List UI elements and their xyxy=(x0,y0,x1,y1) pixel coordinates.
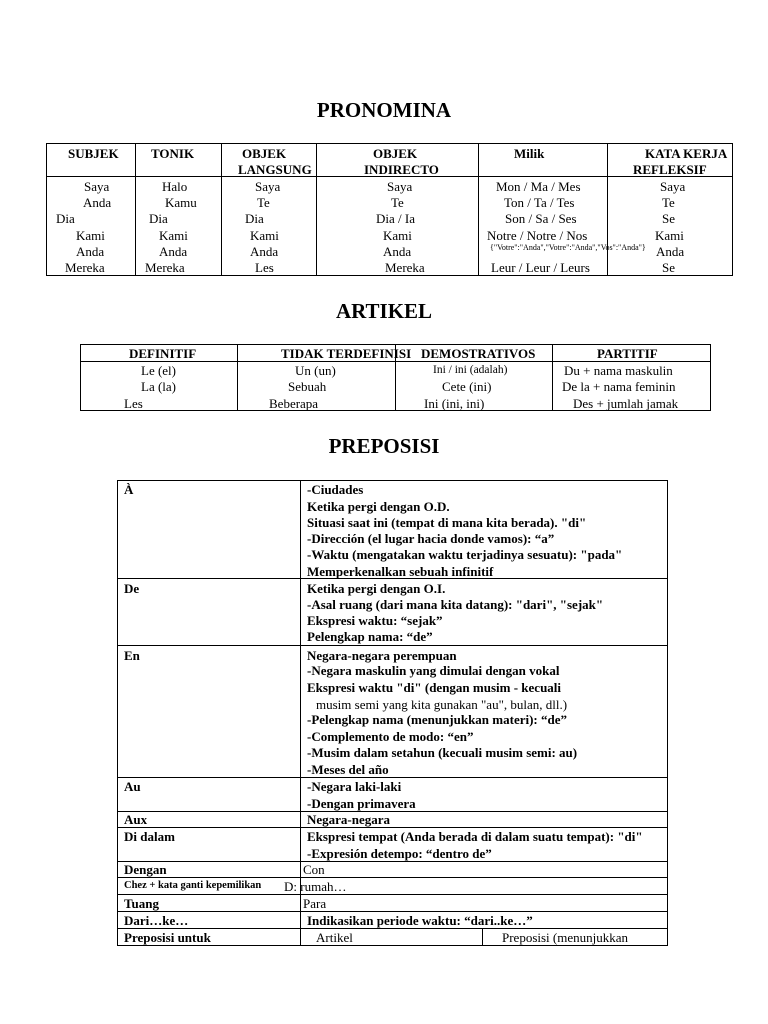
prep-line: -Musim dalam setahun (kecuali musim semi: au) xyxy=(307,745,578,760)
pronomina-cell: Dia / Ia xyxy=(376,211,415,226)
pronomina-cell: Kami xyxy=(655,228,684,243)
prep-line: Memperkenalkan sebuah infinitif xyxy=(307,564,494,579)
pronomina-header-objek-indirecto-2: INDIRECTO xyxy=(364,162,439,177)
pronomina-cell: Dia xyxy=(149,211,168,226)
pronomina-header-tonik: TONIK xyxy=(151,146,195,161)
pronomina-cell: Te xyxy=(391,195,404,210)
pronomina-cell: Kami xyxy=(250,228,279,243)
prep-line: Negara-negara perempuan xyxy=(307,648,457,663)
pronomina-cell: Son / Sa / Ses xyxy=(505,211,577,226)
artikel-cell: Cete (ini) xyxy=(442,379,492,394)
artikel-header-definitif: DEFINITIF xyxy=(129,346,197,361)
prep-label-en: En xyxy=(124,648,140,663)
prep-line: musim semi yang kita gunakan "au", bulan, dll.) xyxy=(316,697,568,712)
artikel-cell: Ini / ini (adalah) xyxy=(433,364,508,376)
prep-label-dengan: Dengan xyxy=(124,862,167,877)
prep-line: Con xyxy=(303,862,325,877)
artikel-cell: Des + jumlah jamak xyxy=(573,396,679,411)
pronomina-cell: Notre / Notre / Nos xyxy=(487,228,588,243)
pronomina-header-subjek: SUBJEK xyxy=(68,146,119,161)
prep-line: Ekspresi waktu "di" (dengan musim - kecuali xyxy=(307,680,562,695)
artikel-cell: Du + nama maskulin xyxy=(564,363,673,378)
pronomina-cell: Anda xyxy=(76,244,105,259)
prep-line: Para xyxy=(303,896,327,911)
pronomina-header-kata-kerja-2: REFLEKSIF xyxy=(633,162,707,177)
prep-line: Ketika pergi dengan O.I. xyxy=(307,581,446,596)
pronomina-cell: Saya xyxy=(387,179,413,194)
prep-label-de: De xyxy=(124,581,140,596)
prep-line: Negara-negara xyxy=(307,812,391,827)
pronomina-cell: Dia xyxy=(56,211,75,226)
pronomina-cell: Les xyxy=(255,260,274,275)
pronomina-cell: Te xyxy=(257,195,270,210)
pronomina-cell: Anda xyxy=(83,195,112,210)
pronomina-cell: Kami xyxy=(383,228,412,243)
prep-line: Preposisi (menunjukkan xyxy=(502,930,629,945)
prep-line: Ekspresi tempat (Anda berada di dalam suatu tempat): "di" xyxy=(307,829,643,844)
pronomina-header-objek-langsung-2: LANGSUNG xyxy=(238,162,312,177)
prep-line: D: rumah… xyxy=(284,879,347,894)
pronomina-cell: Kami xyxy=(76,228,105,243)
prep-label-a: À xyxy=(124,482,134,497)
pronomina-cell: Mereka xyxy=(145,260,185,275)
pronomina-cell: Anda xyxy=(656,244,685,259)
artikel-cell: De la + nama feminin xyxy=(562,379,676,394)
pronomina-header-kata-kerja-1: KATA KERJA xyxy=(645,146,728,161)
pronomina-header-objek-langsung-1: OBJEK xyxy=(242,146,287,161)
prep-label-au: Au xyxy=(124,779,141,794)
artikel-header-demostrativos: DEMOSTRATIVOS xyxy=(421,346,536,361)
prep-line: Ketika pergi dengan O.D. xyxy=(307,499,450,514)
pronomina-cell: Halo xyxy=(162,179,188,194)
pronomina-cell: Se xyxy=(662,260,675,275)
pronomina-cell: Mereka xyxy=(385,260,425,275)
pronomina-cell: Te xyxy=(662,195,675,210)
pronomina-cell: Anda xyxy=(383,244,412,259)
prep-line: -Expresión detempo: “dentro de” xyxy=(307,846,492,861)
pronomina-cell: Anda xyxy=(250,244,279,259)
prep-line: -Asal ruang (dari mana kita datang): "dari", "sejak" xyxy=(307,597,604,612)
prep-label-di-dalam: Di dalam xyxy=(124,829,175,844)
pronomina-cell: Mereka xyxy=(65,260,105,275)
prep-line: -Complemento de modo: “en” xyxy=(307,729,474,744)
pronomina-cell: Saya xyxy=(84,179,110,194)
pronomina-cell: {"Votre":"Anda","Votre":"Anda","Vos":"Anda"} xyxy=(490,243,646,252)
prep-line: -Dengan primavera xyxy=(307,796,416,811)
pronomina-cell: Anda xyxy=(159,244,188,259)
prep-line: Pelengkap nama: “de” xyxy=(307,629,433,644)
prep-line: Indikasikan periode waktu: “dari..ke…” xyxy=(307,913,533,928)
pronomina-cell: Se xyxy=(662,211,675,226)
artikel-title: ARTIKEL xyxy=(335,299,433,323)
pronomina-cell: Saya xyxy=(660,179,686,194)
prep-line: Ekspresi waktu: “sejak” xyxy=(307,613,443,628)
preposisi-title: PREPOSISI xyxy=(328,434,440,458)
pronomina-cell: Saya xyxy=(255,179,281,194)
prep-line: -Waktu (mengatakan waktu terjadinya sesuatu): "pada" xyxy=(307,547,623,562)
prep-label-preposisi-untuk: Preposisi untuk xyxy=(124,930,211,945)
prep-label-chez: Chez + kata ganti kepemilikan xyxy=(124,880,262,891)
pronomina-title: PRONOMINA xyxy=(316,98,452,122)
prep-label-aux: Aux xyxy=(124,812,148,827)
prep-line: -Pelengkap nama (menunjukkan materi): “de” xyxy=(307,712,568,727)
prep-line: -Dirección (el lugar hacia donde vamos): “a” xyxy=(307,531,555,546)
artikel-cell: Un (un) xyxy=(295,363,336,378)
pronomina-cell: Leur / Leur / Leurs xyxy=(491,260,590,275)
prep-line: -Ciudades xyxy=(307,482,364,497)
prep-label-dari-ke: Dari…ke… xyxy=(124,913,189,928)
artikel-cell: Sebuah xyxy=(288,379,327,394)
artikel-header-partitif: PARTITIF xyxy=(597,346,658,361)
prep-line: -Negara maskulin yang dimulai dengan vokal xyxy=(307,663,560,678)
artikel-cell: Les xyxy=(124,396,143,411)
pronomina-cell: Kamu xyxy=(165,195,197,210)
prep-label-tuang: Tuang xyxy=(124,896,159,911)
pronomina-cell: Ton / Ta / Tes xyxy=(504,195,575,210)
prep-line: Artikel xyxy=(316,930,353,945)
prep-line: -Negara laki-laki xyxy=(307,779,402,794)
artikel-cell: La (la) xyxy=(141,379,177,394)
pronomina-cell: Dia xyxy=(245,211,264,226)
pronomina-cell: Mon / Ma / Mes xyxy=(496,179,581,194)
pronomina-header-milik: Milik xyxy=(514,146,545,161)
pronomina-header-objek-indirecto-1: OBJEK xyxy=(373,146,418,161)
artikel-cell: Le (el) xyxy=(141,363,177,378)
artikel-cell: Beberapa xyxy=(269,396,319,411)
prep-line: -Meses del año xyxy=(307,762,389,777)
artikel-header-tidak-terdefinisi: TIDAK TERDEFINISI xyxy=(281,346,412,361)
artikel-cell: Ini (ini, ini) xyxy=(424,396,485,411)
prep-line: Situasi saat ini (tempat di mana kita berada). "di" xyxy=(307,515,587,530)
pronomina-cell: Kami xyxy=(159,228,188,243)
